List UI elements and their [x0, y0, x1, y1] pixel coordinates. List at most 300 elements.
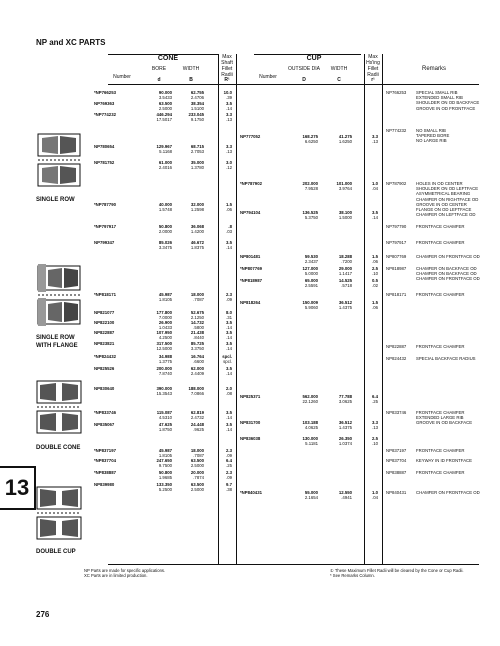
- cone-radius-in: .14: [226, 415, 232, 420]
- single-row-flange-label-line2: WITH FLANGE: [36, 343, 78, 349]
- cone-number: NP835067: [94, 422, 115, 427]
- cup-od-in: 4.0625: [304, 425, 318, 430]
- cone-number: *NP766253: [94, 90, 116, 95]
- cone-bore-in: 1.9685: [158, 475, 172, 480]
- cone-number: NP822887: [94, 330, 115, 335]
- cone-bore-mm: 133.350: [156, 482, 172, 487]
- cone-radius-mm: 3.3: [226, 144, 232, 149]
- cone-radius-mm: 2.3: [226, 448, 232, 453]
- cone-bore-in: 1.3775: [158, 359, 172, 364]
- cup-radius-mm: 3.5: [372, 210, 378, 215]
- cup-width-mm: 12.550: [338, 490, 352, 495]
- single-row-bearing-icon: [34, 130, 84, 190]
- cup-od-in: 5.3750: [304, 215, 318, 220]
- remark-text: ASYMMETRICAL BEARING: [416, 191, 471, 197]
- cup-number: NP831700: [240, 420, 261, 425]
- cup-width-mm: 41.275: [338, 134, 352, 139]
- cone-radius-mm: .8: [228, 224, 232, 229]
- cone-bore-in: 2.5000: [158, 106, 172, 111]
- cone-width-in: .7087: [193, 297, 204, 302]
- cone-width-in: .5800: [193, 325, 204, 330]
- cone-number: NP830640: [94, 386, 115, 391]
- remark-number: NP766253: [386, 90, 407, 95]
- cone-width-mm: 68.715: [190, 144, 204, 149]
- cone-width-mm: 62.000: [190, 366, 204, 371]
- remarks-heading: Remarks: [421, 66, 446, 72]
- cup-od-mm: 55.000: [304, 490, 318, 495]
- cup-radius-mm: 6.4: [372, 394, 378, 399]
- cone-bore-mm: 247.650: [156, 458, 172, 463]
- cup-number: NP777052: [240, 134, 261, 139]
- cup-width-in: .5718: [341, 283, 352, 288]
- max-housing-radii-heading: Max Hs'ing Fillet Radii: [366, 54, 380, 78]
- remark-number: NP837704: [386, 458, 407, 463]
- cup-od-mm: 562.000: [302, 394, 318, 399]
- cone-radius-symbol: R¹: [224, 77, 230, 83]
- cup-width-in: 3.9764: [338, 186, 352, 191]
- cone-radius-in: .12: [226, 165, 232, 170]
- cone-bore-mm: 115.087: [156, 410, 172, 415]
- cone-radius-mm: 3.5: [226, 422, 232, 427]
- remark-text: SPECIAL BACKFACE RADIUS: [416, 356, 476, 361]
- cone-number: NP825526: [94, 366, 115, 371]
- cone-width-mm: 20.000: [190, 470, 204, 475]
- cone-radius-mm: 3.5: [226, 320, 232, 325]
- cone-width-in: 2.7053: [190, 149, 204, 154]
- cone-width-mm: 85.725: [190, 341, 204, 346]
- cone-number: *NP838887: [94, 470, 116, 475]
- column-rule: [382, 54, 383, 564]
- cone-bore-mm: 61.000: [158, 160, 172, 165]
- cone-width-mm: 188.000: [188, 386, 204, 391]
- cone-width-mm: 62.755: [190, 90, 204, 95]
- cone-radius-mm: 3.5: [226, 341, 232, 346]
- cone-bore-in: 15.3543: [156, 391, 172, 396]
- cup-radius-in: .13: [372, 425, 378, 430]
- remark-text: FRONTFACE CHAMFER: [416, 410, 465, 415]
- cone-width-in: 9.1750: [190, 117, 204, 122]
- cup-od-in: 5.9060: [304, 305, 318, 310]
- cup-width-in: 1.0374: [338, 441, 352, 446]
- remark-text: FRONTFACE CHAMFER: [416, 470, 465, 475]
- cone-radius-mm: 10.0: [223, 90, 232, 95]
- cup-width-in: .7200: [341, 259, 352, 264]
- cup-od-mm: 65.000: [304, 278, 318, 283]
- cone-radius-in: .14: [226, 106, 232, 111]
- cone-bore-mm: 63.500: [158, 101, 172, 106]
- cone-number: *NP787790: [94, 202, 116, 207]
- cup-radius-mm: 1.5: [372, 254, 378, 259]
- double-cup-bearing-icon: [34, 484, 84, 542]
- cup-number: NP836038: [240, 436, 261, 441]
- cone-number: *NP833746: [94, 410, 116, 415]
- header-bottom-rule: [108, 84, 479, 85]
- cup-radius-in: .10: [372, 271, 378, 276]
- cup-od-mm: 130.000: [302, 436, 318, 441]
- table-bottom-rule: [108, 564, 479, 565]
- cup-radius-mm: 1.0: [372, 181, 378, 186]
- footnote-line: NP Parts are made for specific applications.: [84, 568, 166, 573]
- single-row-label: SINGLE ROW: [36, 197, 75, 203]
- remark-text: SPECIAL SMALL RIB: [416, 90, 458, 95]
- cup-od-mm: 150.009: [302, 300, 318, 305]
- cup-width-mm: 101.000: [336, 181, 352, 186]
- double-cup-label: DOUBLE CUP: [36, 549, 76, 555]
- cup-od-in: 2.5591: [304, 283, 318, 288]
- cone-radius-in: .06: [226, 207, 232, 212]
- cone-width-mm: 35.000: [190, 160, 204, 165]
- cone-bore-in: 4.5310: [158, 415, 172, 420]
- cone-bore-mm: 177.800: [156, 310, 172, 315]
- cone-number: NP780654: [94, 144, 115, 149]
- cup-width-mm: 36.512: [338, 420, 352, 425]
- cone-bore-mm: 317.500: [156, 341, 172, 346]
- remark-text: NO SMALL RIB: [416, 128, 446, 133]
- cone-bore-in: 7.0000: [158, 315, 172, 320]
- cone-bore-in: 1.0433: [158, 325, 172, 330]
- single-row-flange-bearing-icon: [34, 262, 84, 328]
- cup-number: *NP818987: [240, 278, 262, 283]
- remark-text: FLANGE ON OD LEFTFACE: [416, 207, 472, 212]
- cup-od-in: 7.9528: [304, 186, 318, 191]
- remark-text: EXTENDED SMALL RIB: [416, 95, 463, 101]
- cone-number: *NP818171: [94, 292, 116, 297]
- cup-radius-in: .06: [372, 259, 378, 264]
- cone-bore-mm: 50.800: [158, 470, 172, 475]
- cone-width-symbol: B: [189, 77, 193, 83]
- remark-text: CHAMFER ON FRONTFACE OD: [416, 254, 480, 259]
- cone-bore-mm: 45.987: [158, 448, 172, 453]
- cone-bore-in: 1.8750: [158, 427, 172, 432]
- cup-width-mm: 14.525: [338, 278, 352, 283]
- cup-width-in: 1.5000: [338, 215, 352, 220]
- cup-number: NP794104: [240, 210, 261, 215]
- cone-number: NP839980: [94, 482, 115, 487]
- cone-radius-in: .14: [226, 346, 232, 351]
- cup-od-in: 5.0000: [304, 271, 318, 276]
- cone-width-mm: 18.000: [190, 292, 204, 297]
- remark-number: NP822887: [386, 344, 407, 349]
- remark-text: SHOULDER ON OD BACKFACE: [416, 100, 480, 106]
- cone-radius-mm: 3.3: [226, 112, 232, 117]
- cup-width-mm: 38.100: [338, 210, 352, 215]
- cone-number: NP821077: [94, 310, 115, 315]
- cup-number: *NP840431: [240, 490, 262, 495]
- cone-number: *NP774232: [94, 112, 116, 117]
- cone-bore-in: 1.8105: [158, 453, 172, 458]
- cup-width-mm: 29.000: [338, 266, 352, 271]
- cone-bore-mm: 107.950: [156, 330, 172, 335]
- cone-radius-in: .14: [226, 245, 232, 250]
- cone-width-mm: 46.672: [190, 240, 204, 245]
- cone-width-in: .7087: [193, 453, 204, 458]
- remark-number: NP833746: [386, 410, 407, 415]
- cone-radius-mm: 1.5: [226, 202, 232, 207]
- cone-radius-in: .25: [226, 463, 232, 468]
- cup-width-symbol: C: [337, 77, 341, 83]
- single-row-flange-label-line1: SINGLE ROW: [36, 335, 75, 341]
- remark-text: GROOVE IN OD CENTER: [416, 201, 467, 207]
- cone-radius-mm: 3.5: [226, 410, 232, 415]
- cone-radius-in: spcl.: [223, 359, 232, 364]
- remark-text: NO LARGE RIB: [416, 138, 447, 144]
- cup-radius-mm: 2.5: [372, 266, 378, 271]
- footnotes-left: [84, 568, 165, 578]
- cup-number: *NP807769: [240, 266, 262, 271]
- cone-bore-in: 1.8105: [158, 297, 172, 302]
- remark-number: NP837197: [386, 448, 407, 453]
- remark-text: FRONTFACE CHAMFER: [416, 240, 465, 245]
- remark-number: NP840431: [386, 490, 407, 495]
- cone-width-in: .6600: [193, 359, 204, 364]
- cone-radius-mm: 6.4: [226, 458, 232, 463]
- cone-radius-mm: 3.5: [226, 366, 232, 371]
- page-number: 276: [36, 610, 50, 619]
- remark-text: KEYWAY IN ID FRONTFACE: [416, 458, 473, 463]
- cone-bore-mm: 85.026: [158, 240, 172, 245]
- remark-number: NP818171: [386, 292, 407, 297]
- cone-radius-mm: 3.5: [226, 240, 232, 245]
- cone-width-in: .9625: [193, 427, 204, 432]
- cup-od-in: 2.3437: [304, 259, 318, 264]
- cone-radius-in: .09: [226, 475, 232, 480]
- cone-width-in: 2.4706: [190, 95, 204, 100]
- cone-width-in: 1.2598: [190, 207, 204, 212]
- cone-radius-in: .14: [226, 371, 232, 376]
- cone-bore-in: 3.5433: [158, 95, 172, 100]
- cup-od-heading: OUTSIDE DIA: [288, 66, 320, 72]
- cone-bore-mm: 129.967: [156, 144, 172, 149]
- cone-width-in: 2.1250: [190, 315, 204, 320]
- double-cone-bearing-icon: [34, 378, 84, 436]
- cone-width-in: 2.5000: [190, 463, 204, 468]
- cup-radius-in: .04: [372, 186, 378, 191]
- remark-text: FRONTFACE CHAMFER: [416, 224, 465, 229]
- cup-radius-symbol: r¹: [371, 77, 375, 83]
- remark-text: CHAMFER ON BACKFACE OD: [416, 271, 477, 277]
- cup-width-in: 1.4375: [338, 305, 352, 310]
- cup-radius-in: .25: [372, 399, 378, 404]
- cone-width-mm: 14.732: [190, 320, 204, 325]
- cone-number: *NP837197: [94, 448, 116, 453]
- cone-radius-in: .14: [226, 325, 232, 330]
- cone-number: *NP837704: [94, 458, 116, 463]
- cone-heading: CONE: [157, 55, 179, 62]
- cup-width-in: .4941: [341, 495, 352, 500]
- cone-bore-mm: 40.000: [158, 202, 172, 207]
- cup-od-in: 2.1654: [304, 495, 318, 500]
- remark-number: NP824432: [386, 356, 407, 361]
- cup-radius-mm: 2.5: [372, 436, 378, 441]
- cone-radius-in: .38: [226, 487, 232, 492]
- cup-radius-in: .04: [372, 495, 378, 500]
- cone-width-mm: 18.000: [190, 448, 204, 453]
- cone-radius-mm: 2.3: [226, 470, 232, 475]
- cone-width-in: 1.3780: [190, 165, 204, 170]
- page-title: NP and XC PARTS: [36, 38, 106, 47]
- remark-text: CHAMFER ON LEFTFACE OD: [416, 212, 476, 218]
- cone-width-in: 1.8375: [190, 245, 204, 250]
- cone-radius-mm: spcl.: [222, 354, 232, 359]
- cup-od-mm: 136.525: [302, 210, 318, 215]
- cone-number: NP799347: [94, 240, 115, 245]
- cone-bore-mm: 390.000: [156, 386, 172, 391]
- cone-width-mm: 63.500: [190, 482, 204, 487]
- cone-width-in: 2.4732: [190, 415, 204, 420]
- cone-radius-mm: 3.5: [226, 330, 232, 335]
- cone-bore-in: 3.3475: [158, 245, 172, 250]
- remark-number: NP787902: [386, 181, 407, 186]
- cone-bore-in: 2.4016: [158, 165, 172, 170]
- cup-width-in: 1.4375: [338, 425, 352, 430]
- cup-radius-in: .10: [372, 441, 378, 446]
- cone-bore-mm: 200.000: [156, 366, 172, 371]
- cone-width-mm: 63.500: [190, 458, 204, 463]
- remark-number: NP838887: [386, 470, 407, 475]
- cone-width-in: 1.5100: [190, 106, 204, 111]
- remark-text: FRONTFACE CHAMFER: [416, 292, 465, 297]
- cup-width-heading: WIDTH: [330, 66, 348, 72]
- cone-bore-in: 2.0000: [158, 229, 172, 234]
- cup-number: NP818264: [240, 300, 261, 305]
- cup-number-heading: Number: [259, 74, 277, 80]
- cone-number: NP823821: [94, 341, 115, 346]
- cone-bore-mm: 446.294: [156, 112, 172, 117]
- cone-radius-in: .13: [226, 117, 232, 122]
- remark-number: NP774232: [386, 128, 407, 133]
- cup-od-mm: 202.000: [302, 181, 318, 186]
- cone-radius-mm: 8.0: [226, 310, 232, 315]
- cup-width-mm: 26.350: [338, 436, 352, 441]
- remark-text: CHAMFER ON RIGHTFACE OD: [416, 196, 479, 202]
- cone-radius-mm: 3.0: [226, 160, 232, 165]
- cone-radius-in: .09: [226, 297, 232, 302]
- cone-bore-in: 7.8740: [158, 371, 172, 376]
- cup-od-mm: 103.188: [302, 420, 318, 425]
- cone-width-in: 2.4409: [190, 371, 204, 376]
- remark-number: NP797917: [386, 240, 407, 245]
- remark-text: TAPERED BORE: [416, 133, 450, 139]
- cone-bore-mm: 26.900: [158, 320, 172, 325]
- cup-od-symbol: D: [302, 77, 306, 83]
- cup-radius-mm: 1.0: [372, 490, 378, 495]
- cone-bore-in: 5.1168: [159, 149, 172, 154]
- single-row-flange-label: [36, 334, 78, 350]
- footnote-line: * See Remarks Column.: [330, 573, 375, 578]
- cone-bore-mm: 45.987: [158, 292, 172, 297]
- cone-width-heading: WIDTH: [182, 66, 200, 72]
- remark-number: NP807769: [386, 254, 407, 259]
- cone-number: NP769363: [94, 101, 115, 106]
- cup-radius-mm: 0.5: [372, 278, 378, 283]
- cup-heading: CUP: [306, 55, 322, 62]
- cup-width-in: 1.6250: [338, 139, 352, 144]
- cone-bore-in: 1.5748: [158, 207, 172, 212]
- max-shaft-radii-heading: Max Shaft Fillet Radii: [221, 54, 233, 78]
- cup-width-mm: 36.512: [338, 300, 352, 305]
- cup-od-in: 6.6250: [304, 139, 318, 144]
- cone-radius-mm: 3.5: [226, 101, 232, 106]
- cup-width-mm: 77.788: [338, 394, 352, 399]
- chapter-tab: 13: [0, 466, 36, 510]
- cone-width-mm: 38.354: [190, 101, 204, 106]
- cone-width-mm: 32.000: [190, 202, 204, 207]
- remark-number: NP797790: [386, 224, 407, 229]
- remark-number: NP818987: [386, 266, 407, 271]
- remark-text: GROOVE IN OD BACKFACE: [416, 420, 473, 426]
- remark-text: GROOVE IN OD FRONTFACE: [416, 105, 476, 111]
- remark-text: CHAMFER ON FRONTFACE OD: [416, 276, 480, 282]
- cone-bore-in: 4.2500: [158, 335, 172, 340]
- cone-radius-mm: 2.0: [226, 386, 232, 391]
- cone-bore-in: 12.5000: [156, 346, 172, 351]
- remark-text: CHAMFER ON FRONTFACE OD: [416, 490, 480, 495]
- cone-radius-in: .08: [226, 391, 232, 396]
- cone-number: *NP797917: [94, 224, 116, 229]
- cone-bore-mm: 90.000: [158, 90, 172, 95]
- cone-bore-in: 9.7500: [158, 463, 172, 468]
- remark-text: HOLES IN OD CENTER: [416, 181, 463, 186]
- cone-width-mm: 36.068: [190, 224, 204, 229]
- cone-width-mm: 21.438: [190, 330, 204, 335]
- cup-od-in: 5.1181: [305, 441, 318, 446]
- cone-width-in: 7.0866: [190, 391, 204, 396]
- cup-od-mm: 59.530: [304, 254, 318, 259]
- cup-radius-in: .14: [372, 215, 378, 220]
- cup-od-mm: 127.000: [302, 266, 318, 271]
- cup-od-mm: 168.275: [302, 134, 318, 139]
- cone-radius-in: .14: [226, 335, 232, 340]
- cone-width-in: .8440: [193, 335, 204, 340]
- cup-radius-in: .13: [372, 139, 378, 144]
- cone-bore-mm: 34.988: [158, 354, 172, 359]
- cup-number: NP801481: [240, 254, 261, 259]
- footnote-line: ① These Maximum Fillet Radii will be cleared by the Cone or Cup Radii.: [330, 568, 464, 573]
- remark-text: EXTENDED LARGE RIB: [416, 415, 464, 421]
- remark-text: FRONTFACE CHAMFER: [416, 448, 465, 453]
- cone-radius-in: .09: [226, 453, 232, 458]
- cup-radius-in: .02: [372, 283, 378, 288]
- footnote-line: XC Parts are in limited production.: [84, 573, 148, 578]
- cone-width-mm: 62.819: [190, 410, 204, 415]
- cone-radius-mm: 2.3: [226, 292, 232, 297]
- cone-bore-mm: 50.800: [158, 224, 172, 229]
- cone-width-in: 1.4200: [190, 229, 204, 234]
- cup-number: *NP787902: [240, 181, 262, 186]
- cone-number: NP781752: [94, 160, 115, 165]
- cone-bore-mm: 47.625: [158, 422, 172, 427]
- cone-width-mm: 233.045: [188, 112, 204, 117]
- cone-radius-in: .39: [226, 95, 232, 100]
- cone-width-mm: 16.764: [190, 354, 204, 359]
- cone-radius-in: .03: [226, 229, 232, 234]
- cone-width-mm: 24.448: [190, 422, 204, 427]
- remark-text: SHOULDER ON OD LEFTFACE: [416, 186, 479, 192]
- cup-radius-mm: 3.3: [372, 134, 378, 139]
- double-cone-label: DOUBLE CONE: [36, 445, 81, 451]
- cone-bore-in: 5.2500: [158, 487, 172, 492]
- cup-width-in: 1.1417: [338, 271, 352, 276]
- footnotes-right: [330, 568, 464, 578]
- cup-width-mm: 18.288: [338, 254, 352, 259]
- cone-width-in: .7874: [193, 475, 204, 480]
- cone-width-mm: 52.675: [190, 310, 204, 315]
- remark-text: FRONTFACE CHAMFER: [416, 344, 465, 349]
- cup-width-in: 3.0625: [338, 399, 352, 404]
- cone-bore-heading: BORE: [151, 66, 167, 72]
- remark-text: CHAMFER ON BACKFACE OD: [416, 266, 477, 271]
- cup-radius-mm: 1.5: [372, 300, 378, 305]
